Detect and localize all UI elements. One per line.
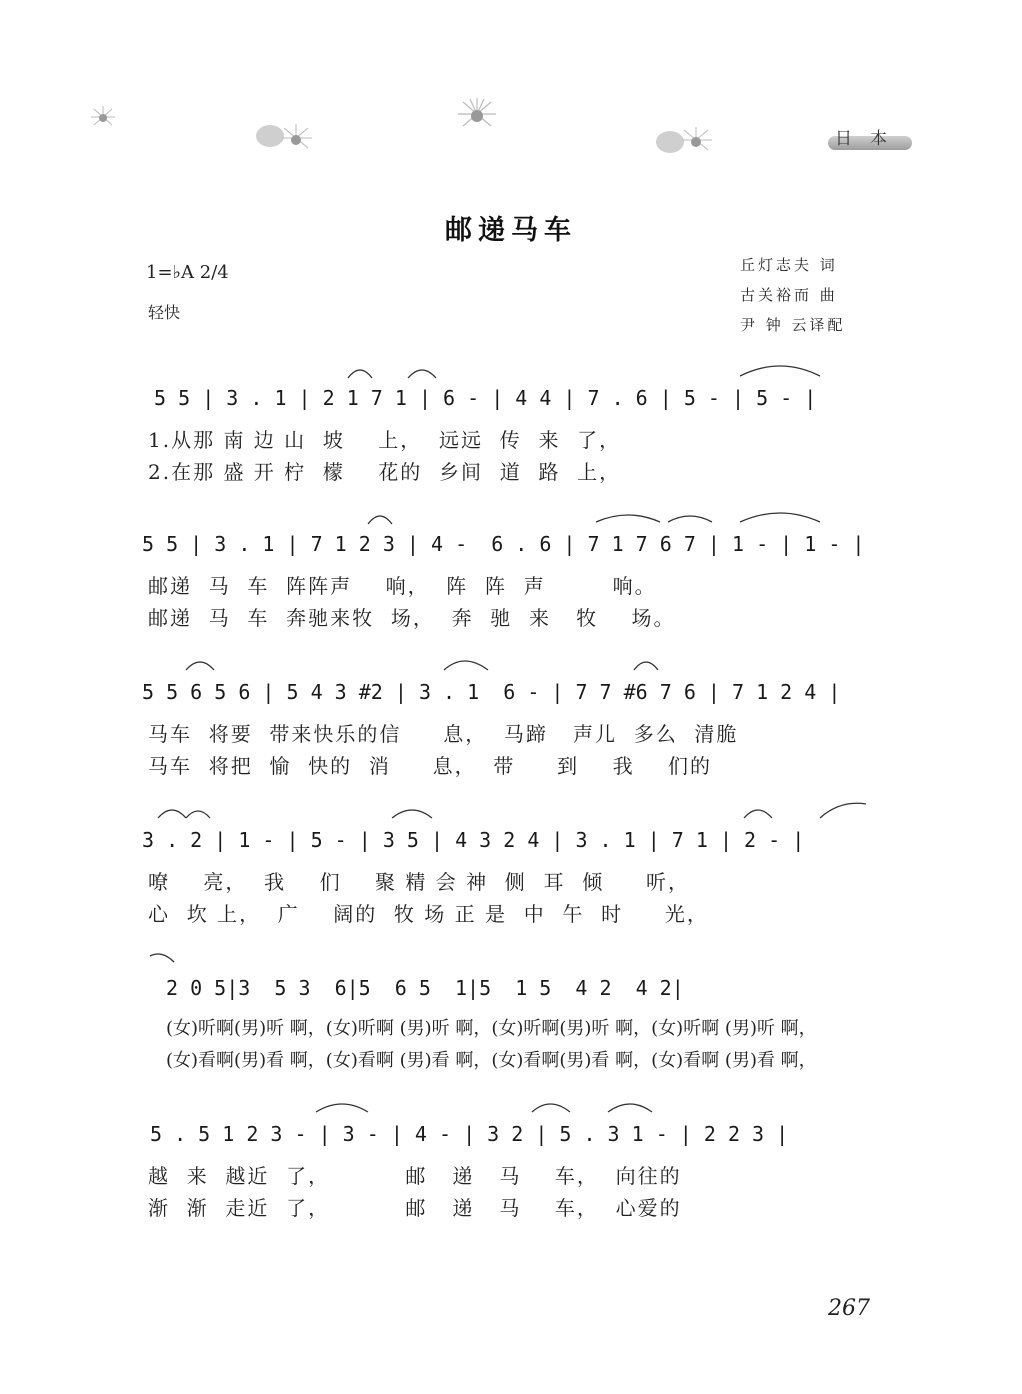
score-line-5-lyrics-verse-2: (女)看啊(男)看 啊，(女)看啊 (男)看 啊，(女)看啊(男)看 啊，(女)看啊 (男)看 啊， [166, 1050, 817, 1071]
key-signature: 1=♭A 2/4 [146, 262, 229, 283]
score-line-1-lyrics-verse-2: 2.在那 盛 开 柠 檬 花的 乡间 道 路 上， [148, 460, 622, 484]
translator-credit: 尹 钟 云译配 [740, 316, 846, 334]
score-line-6-lyrics-verse-2: 渐 渐 走近 了， 邮 递 马 车， 心爱的 [148, 1196, 682, 1220]
score-line-6-lyrics-verse-1: 越 来 越近 了， 邮 递 马 车， 向往的 [148, 1164, 682, 1188]
lyricist-credit: 丘灯志夫 词 [740, 256, 838, 274]
page-number: 267 [828, 1296, 870, 1321]
score-line-3-lyrics-verse-2: 马车 将把 愉 快的 消 息， 带 到 我 们的 [148, 754, 713, 778]
score-line-4-notes: 3 . 2 | 1 - | 5 - | 3 5 | 4 3 2 4 | 3 . 1 | 7 1 | 2 - | [142, 828, 805, 852]
composer-credit: 古关裕而 曲 [740, 286, 838, 304]
score-line-2-lyrics-verse-1: 邮递 马 车 阵阵声 响， 阵 阵 声 响。 [148, 574, 657, 598]
score-line-3-lyrics-verse-1: 马车 将要 带来快乐的信 息， 马蹄 声儿 多么 清脆 [148, 722, 739, 746]
score-line-1-lyrics-verse-1: 1.从那 南 边 山 坡 上， 远远 传 来 了， [148, 428, 622, 452]
score-line-1-notes: 5 5 | 3 . 1 | 2 1 7 1 | 6 - | 4 4 | 7 . 6 | 5 - | 5 - | [142, 386, 817, 410]
score-line-5-lyrics-verse-1: (女)听啊(男)听 啊，(女)听啊 (男)听 啊，(女)听啊(男)听 啊，(女)听啊 (男)听 啊， [166, 1018, 817, 1039]
score-line-4-lyrics-verse-2: 心 坎 上， 广 阔的 牧 场 正 是 中 午 时 光， [148, 902, 709, 926]
score-line-4-lyrics-verse-1: 嘹 亮， 我 们 聚 精 会 神 侧 耳 倾 听， [148, 870, 691, 894]
score-line-2-lyrics-verse-2: 邮递 马 车 奔驰来牧 场， 奔 驰 来 牧 场。 [148, 606, 676, 630]
score-line-3-notes: 5 5 6 5 6 | 5 4 3 #2 | 3 . 1 6 - | 7 7 #6 7 6 | 7 1 2 4 | [142, 680, 841, 704]
song-title: 邮递马车 [445, 215, 577, 246]
score-line-6-notes: 5 . 5 1 2 3 - | 3 - | 4 - | 3 2 | 5 . 3 1 - | 2 2 3 | [150, 1122, 789, 1146]
score-line-5-notes: 2 0 5|3 5 3 6|5 6 5 1|5 1 5 4 2 4 2| [166, 976, 684, 1000]
score-line-2-notes: 5 5 | 3 . 1 | 7 1 2 3 | 4 - 6 . 6 | 7 1 7 6 7 | 1 - | 1 - | [142, 532, 865, 556]
country-label: 日本 [835, 129, 905, 149]
tempo-marking: 轻快 [148, 303, 181, 322]
